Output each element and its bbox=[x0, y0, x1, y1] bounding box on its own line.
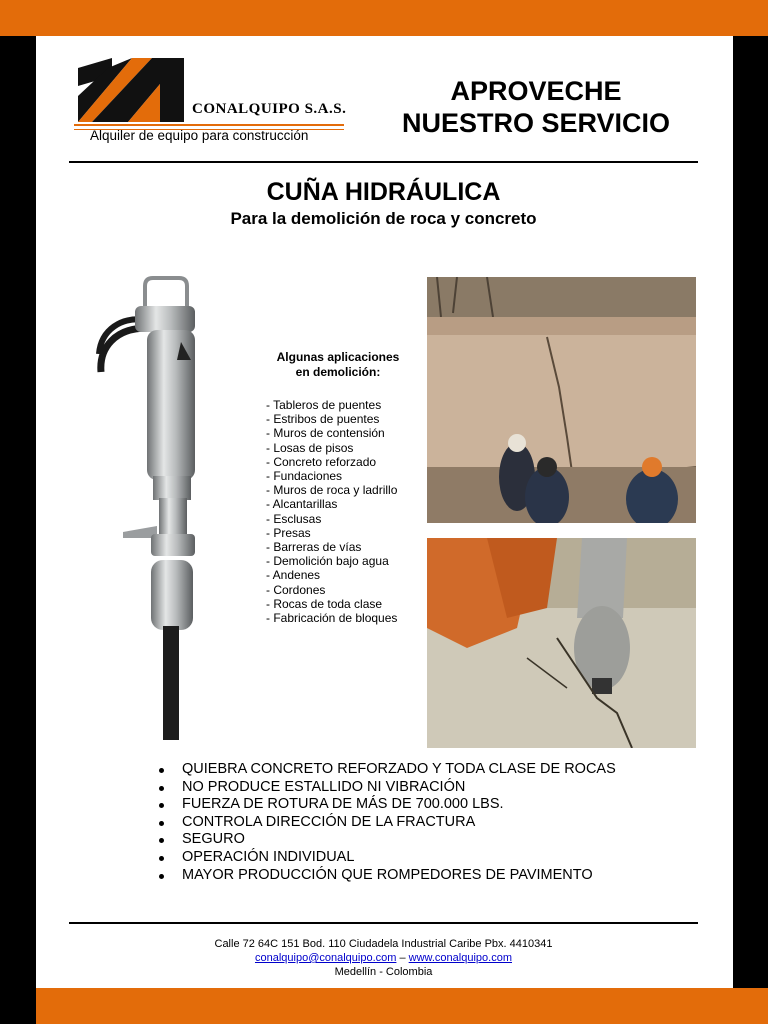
applications-title-line-1: Algunas aplicaciones bbox=[276, 350, 400, 364]
bullet-icon bbox=[159, 838, 164, 843]
product-title: CUÑA HIDRÁULICA bbox=[266, 178, 501, 206]
application-item: - Losas de pisos bbox=[266, 440, 354, 455]
feature-item bbox=[158, 831, 616, 849]
feature-text: SEGURO bbox=[182, 831, 245, 848]
hydraulic-wedge-image bbox=[95, 276, 225, 742]
bottom-orange-bar bbox=[36, 988, 768, 1024]
bullet-icon bbox=[159, 803, 164, 808]
application-item: - Tableros de puentes bbox=[266, 398, 382, 412]
footer-links bbox=[69, 951, 698, 965]
headline-line-2: NUESTRO SERVICIO bbox=[401, 108, 671, 138]
feature-item bbox=[158, 849, 616, 867]
features-list bbox=[158, 761, 616, 884]
bullet-icon bbox=[159, 768, 164, 773]
email-link[interactable]: conalquipo@conalquipo.com bbox=[254, 952, 397, 964]
bullet-icon bbox=[159, 786, 164, 791]
feature-item bbox=[158, 814, 616, 832]
feature-item bbox=[158, 761, 616, 779]
website-link[interactable]: www.conalquipo.com bbox=[408, 952, 512, 964]
headline bbox=[390, 75, 682, 139]
headline-line-1: APROVECHE bbox=[450, 76, 622, 106]
link-separator: – bbox=[396, 952, 409, 964]
logo-underline bbox=[74, 124, 344, 126]
application-item: - Demolición bajo agua bbox=[266, 554, 389, 569]
application-item: - Muros de contensión bbox=[266, 426, 385, 441]
application-item: - Fundaciones bbox=[266, 469, 343, 484]
bullet-icon bbox=[159, 874, 164, 879]
application-item: - Rocas de toda clase bbox=[266, 596, 383, 611]
application-item: - Presas bbox=[266, 525, 311, 540]
applications-title bbox=[262, 350, 414, 380]
feature-text: OPERACIÓN INDIVIDUAL bbox=[182, 848, 355, 865]
feature-text: QUIEBRA CONCRETO REFORZADO Y TODA CLASE DE ROCAS bbox=[182, 761, 616, 777]
feature-item bbox=[158, 796, 616, 814]
top-divider bbox=[69, 161, 698, 163]
application-item: - Fabricación de bloques bbox=[266, 611, 398, 626]
bullet-icon bbox=[159, 821, 164, 826]
application-item: - Barreras de vías bbox=[266, 540, 362, 555]
application-item: - Esclusas bbox=[266, 511, 322, 526]
applications-list bbox=[266, 398, 397, 625]
feature-item bbox=[158, 779, 616, 797]
application-item: - Muros de roca y ladrillo bbox=[266, 483, 398, 498]
top-orange-bar bbox=[0, 0, 768, 36]
product-subtitle: Para la demolición de roca y concreto bbox=[230, 209, 537, 228]
application-item: - Andenes bbox=[266, 568, 321, 583]
applications-title-line-2: en demolición: bbox=[295, 365, 381, 379]
company-tagline: Alquiler de equipo para construcción bbox=[90, 128, 309, 143]
wall-demolition-photo bbox=[427, 277, 696, 523]
bottom-divider bbox=[69, 922, 698, 924]
footer-city: Medellín - Colombia bbox=[334, 966, 433, 978]
footer-contact bbox=[69, 937, 698, 979]
application-item: - Estribos de puentes bbox=[266, 412, 380, 427]
rock-splitting-photo bbox=[427, 538, 696, 748]
feature-text: CONTROLA DIRECCIÓN DE LA FRACTURA bbox=[182, 813, 476, 830]
feature-text: MAYOR PRODUCCIÓN QUE ROMPEDORES DE PAVIMENTO bbox=[182, 866, 593, 883]
bullet-icon bbox=[159, 856, 164, 861]
application-item: - Alcantarillas bbox=[266, 497, 338, 512]
application-item: - Cordones bbox=[266, 582, 326, 597]
feature-text: FUERZA DE ROTURA DE MÁS DE 700.000 LBS. bbox=[182, 796, 504, 813]
application-item: - Concreto reforzado bbox=[266, 454, 377, 469]
footer-address: Calle 72 64C 151 Bod. 110 Ciudadela Industrial Caribe Pbx. 4410341 bbox=[214, 938, 553, 950]
feature-item bbox=[158, 867, 616, 885]
company-name: CONALQUIPO S.A.S. bbox=[192, 101, 347, 117]
feature-text: NO PRODUCE ESTALLIDO NI VIBRACIÓN bbox=[182, 778, 466, 795]
